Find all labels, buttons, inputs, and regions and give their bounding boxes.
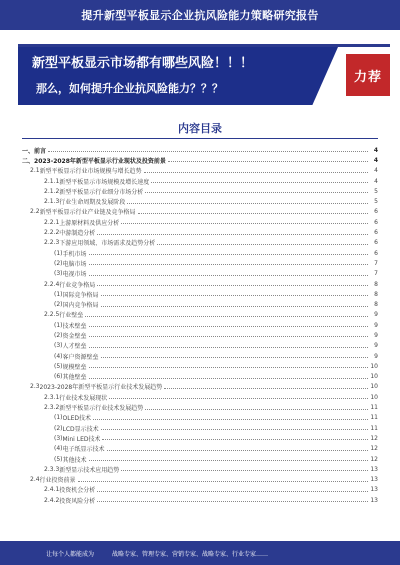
toc-entry-number: 2.2.5 (44, 311, 60, 319)
toc-entry-label: 行业壁垒 (59, 312, 84, 320)
toc-leader-dots (151, 179, 368, 183)
toc-entry-page: 9 (374, 352, 378, 360)
toc-entry[interactable] (22, 372, 378, 382)
toc-entry-label: 其他技术 (62, 456, 87, 464)
toc-entry-page: 6 (374, 208, 378, 216)
toc-entry[interactable] (22, 279, 378, 289)
toc-entry-page: 6 (374, 229, 378, 237)
toc-entry-page: 12 (370, 445, 378, 453)
toc-entry-label: 行业投资前景 (39, 477, 76, 485)
toc-entry-page: 4 (373, 146, 378, 154)
toc-leader-dots (109, 395, 368, 399)
toc-entry-label: 行业生命周期及发展阶段 (59, 199, 126, 207)
toc-entry-page: 7 (374, 259, 378, 267)
toc-entry[interactable] (22, 166, 378, 176)
toc-entry-label: 其他壁垒 (62, 374, 87, 382)
toc-leader-dots (157, 241, 368, 245)
toc-entry-page: 13 (370, 465, 378, 473)
toc-entry[interactable] (22, 238, 378, 248)
header-title: 提升新型平板显示企业抗风险能力策略研究报告 (81, 9, 319, 22)
toc-entry-number: 一、 (22, 147, 35, 155)
toc-entry-number: 2.3 (30, 383, 40, 391)
toc-entry-label: 国际竞争格局 (62, 291, 99, 299)
toc-entry[interactable] (22, 475, 378, 485)
toc-entry-number: (3) (54, 270, 63, 278)
toc-entry-number: (2) (54, 259, 63, 267)
table-of-contents (22, 145, 378, 505)
toc-leader-dots (144, 169, 368, 173)
toc-entry-number: 2.3.1 (44, 393, 60, 401)
toc-entry-page: 4 (374, 177, 378, 185)
toc-leader-dots (145, 406, 368, 410)
toc-entry-page: 9 (374, 321, 378, 329)
toc-entry-page: 13 (370, 486, 378, 494)
toc-entry-label: 2023-2028年新型平板显示行业技术发展趋势 (39, 384, 163, 392)
toc-entry[interactable] (22, 433, 378, 443)
toc-entry-number: (2) (54, 331, 63, 339)
banner-subtitle: 那么，如何提升企业抗风险能力？？？ (36, 82, 223, 95)
toc-entry-number: 2.1.2 (44, 187, 60, 195)
toc-entry-label: 上游原材料及供应分析 (59, 219, 120, 227)
toc-entry-number: (1) (54, 290, 63, 298)
toc-entry-label: 行业竞争格局 (59, 281, 96, 289)
toc-entry-number: 2.2.2 (44, 229, 60, 237)
toc-entry[interactable] (22, 145, 378, 155)
footer-bar (0, 541, 400, 565)
toc-entry-number: (4) (54, 352, 63, 360)
toc-leader-dots (89, 375, 368, 379)
toc-entry-label: 投资风险分析 (59, 497, 96, 505)
toc-entry-number: (3) (54, 434, 63, 442)
toc-entry-page: 9 (374, 342, 378, 350)
toc-entry[interactable] (22, 207, 378, 217)
toc-entry-number: 二、 (22, 157, 35, 165)
brand-badge (346, 54, 390, 96)
toc-leader-dots (89, 333, 368, 337)
toc-entry-number: 2.2.1 (44, 218, 60, 226)
toc-entry-label: 新型平板显示行业细分市场分析 (59, 188, 144, 196)
toc-leader-dots (97, 498, 368, 502)
toc-entry[interactable] (22, 289, 378, 299)
toc-entry-page: 4 (373, 156, 378, 164)
toc-entry-page: 11 (370, 404, 378, 412)
toc-entry-page: 13 (370, 476, 378, 484)
toc-entry-label: 新型平板显示行业市场规模与增长趋势 (39, 168, 142, 176)
toc-entry-label: 2023-2028年新型平板显示行业现状及投资前景 (34, 157, 166, 165)
toc-entry-label: 新型显示技术应用趋势 (59, 466, 120, 474)
toc-entry-label: 电脑市场 (62, 260, 87, 268)
toc-entry-number: (2) (54, 301, 63, 309)
toc-entry-label: 技术壁垒 (62, 322, 87, 330)
toc-entry-number: (3) (54, 342, 63, 350)
toc-leader-dots (89, 344, 368, 348)
toc-entry-number: 2.1.1 (44, 177, 60, 185)
toc-leader-dots (89, 261, 368, 265)
toc-entry[interactable] (22, 248, 378, 258)
banner-title: 新型平板显示市场都有哪些风险！！！ (32, 56, 254, 71)
toc-entry-label: 规模壁垒 (62, 363, 87, 371)
toc-leader-dots (164, 385, 368, 389)
toc-entry-page: 5 (374, 187, 378, 195)
toc-entry-number: (4) (54, 445, 63, 453)
toc-entry[interactable] (22, 495, 378, 505)
toc-entry-number: (6) (54, 373, 63, 381)
toc-leader-dots (101, 426, 368, 430)
toc-entry-page: 6 (374, 239, 378, 247)
toc-entry-page: 7 (374, 270, 378, 278)
toc-entry-page: 8 (374, 301, 378, 309)
toc-entry-page: 10 (370, 383, 378, 391)
toc-leader-dots (97, 231, 368, 235)
toc-entry-number: (1) (54, 249, 63, 257)
toc-leader-dots (97, 282, 368, 286)
toc-entry[interactable] (22, 341, 378, 351)
toc-entry-label: 前言 (34, 147, 47, 155)
toc-entry-label: 下游应用领域、市场需求及趋势分析 (59, 240, 156, 248)
toc-entry-number: 2.2.3 (44, 239, 60, 247)
toc-entry-label: 行业技术发展现状 (59, 394, 108, 402)
toc-entry-label: 电子纸显示技术 (62, 446, 105, 454)
toc-leader-dots (93, 416, 368, 420)
toc-leader-dots (97, 488, 368, 492)
toc-entry-page: 4 (374, 167, 378, 175)
toc-entry-label: LCD显示技术 (62, 425, 99, 433)
toc-entry-label: 投资机会分析 (59, 487, 96, 495)
toc-entry-number: 2.2 (30, 208, 40, 216)
brand-badge-text: 力荐 (353, 69, 382, 85)
footer-roles: 战略专家、管理专家、营销专家、战略专家、行业专家…… (112, 550, 269, 558)
toc-leader-dots (102, 436, 368, 440)
toc-entry-page: 6 (374, 249, 378, 257)
toc-entry-number: (2) (54, 424, 63, 432)
toc-entry-number: (5) (54, 362, 63, 370)
toc-entry-number: 2.3.3 (44, 465, 60, 473)
toc-entry[interactable] (22, 217, 378, 227)
toc-entry-number: 2.1.3 (44, 198, 60, 206)
toc-entry-page: 10 (370, 362, 378, 370)
toc-entry-page: 13 (370, 496, 378, 504)
toc-leader-dots (101, 292, 368, 296)
toc-leader-dots (138, 210, 368, 214)
toc-entry-label: 资金壁垒 (62, 332, 87, 340)
toc-entry-label: 国内竞争格局 (62, 302, 99, 310)
toc-entry-label: 客户资源壁垒 (62, 353, 99, 361)
toc-entry-page: 11 (370, 424, 378, 432)
footer-slogan: 让每个人都能成为 (46, 550, 95, 558)
toc-leader-dots (121, 220, 368, 224)
toc-leader-dots (121, 467, 368, 471)
toc-leader-dots (48, 148, 368, 152)
toc-entry-number: 2.4.2 (44, 496, 60, 504)
toc-leader-dots (78, 478, 368, 482)
toc-entry-label: Mini LED技术 (62, 435, 101, 443)
toc-entry-page: 12 (370, 455, 378, 463)
toc-divider (22, 138, 378, 139)
toc-leader-dots (101, 303, 368, 307)
toc-entry-label: 人才壁垒 (62, 343, 87, 351)
toc-entry[interactable] (22, 155, 378, 165)
toc-entry[interactable] (22, 186, 378, 196)
toc-entry[interactable] (22, 310, 378, 320)
toc-entry[interactable] (22, 444, 378, 454)
toc-entry-page: 12 (370, 434, 378, 442)
toc-leader-dots (89, 323, 368, 327)
toc-leader-dots (89, 364, 368, 368)
toc-entry-label: 新型平板显示市场规模及增长速度 (59, 178, 150, 186)
toc-entry[interactable] (22, 485, 378, 495)
toc-entry-page: 9 (374, 311, 378, 319)
toc-entry[interactable] (22, 227, 378, 237)
toc-entry-number: 2.3.2 (44, 404, 60, 412)
toc-entry-number: (5) (54, 455, 63, 463)
toc-entry[interactable] (22, 392, 378, 402)
toc-entry-label: OLED技术 (62, 415, 91, 423)
toc-leader-dots (101, 354, 368, 358)
toc-entry[interactable] (22, 423, 378, 433)
toc-leader-dots (107, 447, 368, 451)
toc-entry[interactable] (22, 330, 378, 340)
toc-entry[interactable] (22, 361, 378, 371)
toc-leader-dots (89, 272, 368, 276)
toc-entry-label: 电视市场 (62, 271, 87, 279)
toc-entry[interactable] (22, 176, 378, 186)
toc-leader-dots (85, 313, 368, 317)
toc-entry-label: 新型平板显示行业产业链及竞争格局 (39, 209, 136, 217)
toc-entry-page: 10 (370, 393, 378, 401)
toc-entry-page: 5 (374, 198, 378, 206)
toc-entry[interactable] (22, 351, 378, 361)
toc-leader-dots (89, 457, 368, 461)
toc-entry[interactable] (22, 454, 378, 464)
toc-entry-number: 2.4.1 (44, 486, 60, 494)
toc-entry[interactable] (22, 320, 378, 330)
toc-entry[interactable] (22, 464, 378, 474)
header-bar (0, 0, 400, 30)
toc-entry-label: 手机市场 (62, 250, 87, 258)
toc-leader-dots (168, 158, 368, 162)
toc-entry-number: (1) (54, 321, 63, 329)
toc-entry[interactable] (22, 299, 378, 309)
toc-entry-page: 10 (370, 373, 378, 381)
toc-leader-dots (89, 251, 368, 255)
toc-entry[interactable] (22, 402, 378, 412)
toc-entry-number: 2.4 (30, 476, 40, 484)
toc-entry[interactable] (22, 413, 378, 423)
toc-entry-page: 6 (374, 218, 378, 226)
toc-leader-dots (145, 189, 368, 193)
toc-entry-page: 11 (370, 414, 378, 422)
toc-entry-page: 9 (374, 331, 378, 339)
toc-entry-label: 中游制造分析 (59, 230, 96, 238)
toc-entry-page: 8 (374, 290, 378, 298)
toc-entry[interactable] (22, 258, 378, 268)
toc-entry-label: 新型平板显示行业技术发展趋势 (59, 405, 144, 413)
toc-entry[interactable] (22, 382, 378, 392)
toc-entry[interactable] (22, 196, 378, 206)
toc-entry-number: (1) (54, 414, 63, 422)
toc-entry-page: 8 (374, 280, 378, 288)
toc-entry[interactable] (22, 269, 378, 279)
toc-title: 内容目录 (178, 122, 222, 135)
toc-entry-number: 2.2.4 (44, 280, 60, 288)
toc-entry-number: 2.1 (30, 167, 40, 175)
toc-leader-dots (127, 200, 368, 204)
